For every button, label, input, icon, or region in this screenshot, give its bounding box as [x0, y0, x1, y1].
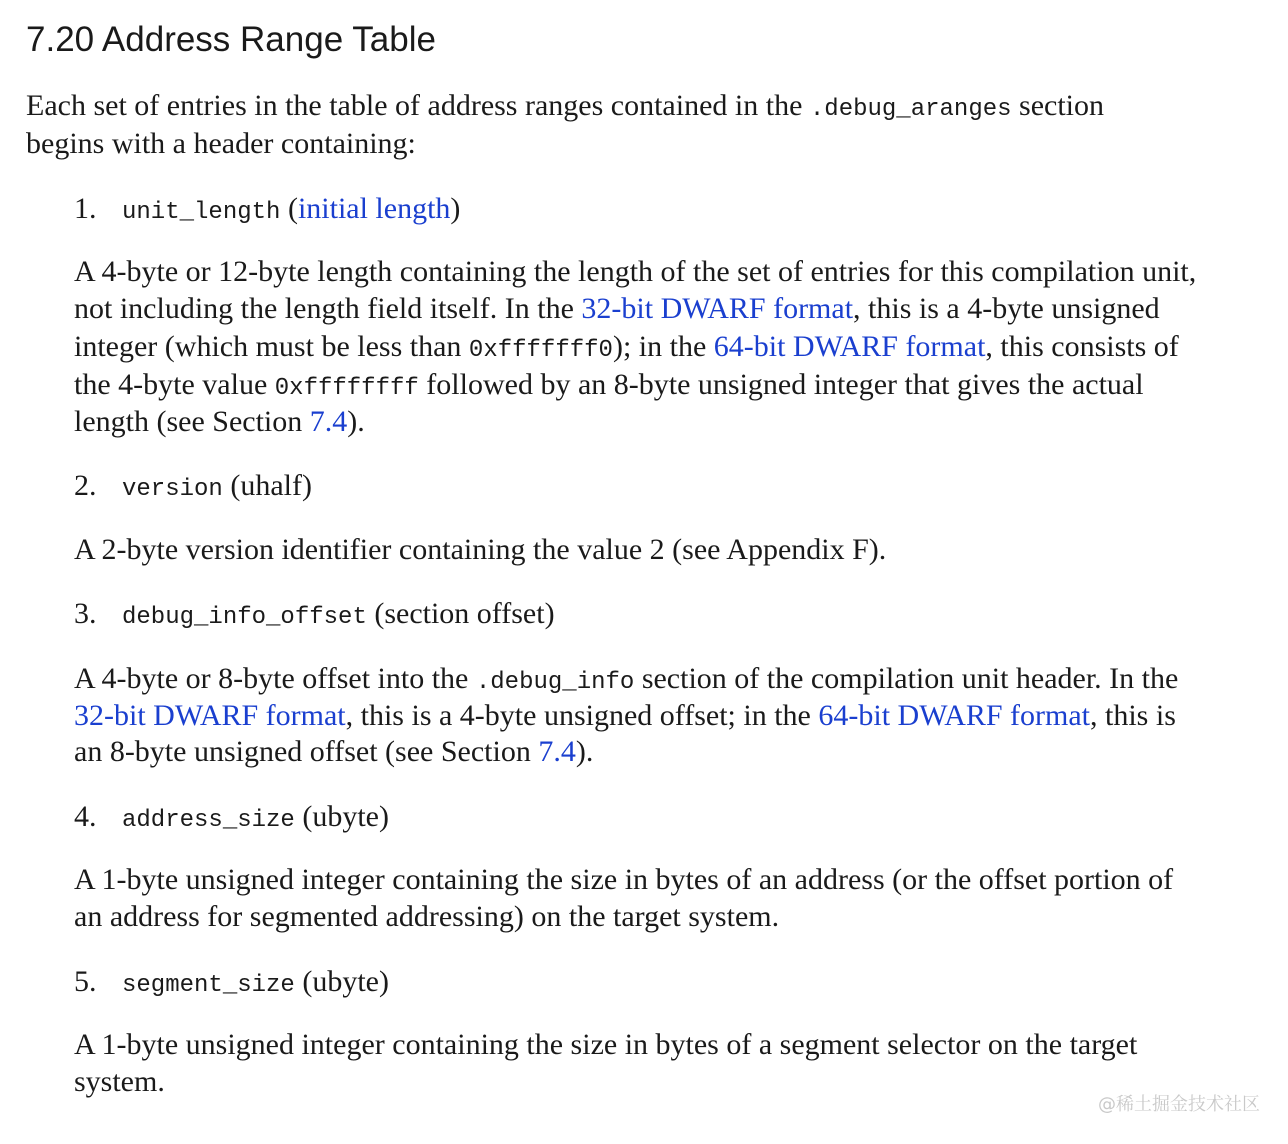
- link-section-7-4[interactable]: 7.4: [538, 735, 576, 768]
- item-1-desc-line-2: not including the length field itself. In the 32-bit DWARF format, this is a 4-byte unsigned: [74, 292, 1160, 325]
- intro-line-2: begins with a header containing:: [26, 127, 416, 160]
- item-5-desc-line-2: system.: [74, 1065, 165, 1098]
- item-3-desc-line-2: 32-bit DWARF format, this is a 4-byte unsigned offset; in the 64-bit DWARF format, this is: [74, 699, 1176, 732]
- item-4-desc-line-2: an address for segmented addressing) on the target system.: [74, 900, 780, 933]
- item-1-desc-line-1: A 4-byte or 12-byte length containing the length of the set of entries for this compilation unit,: [74, 255, 1197, 288]
- field-version: version: [122, 476, 223, 503]
- watermark: @稀土掘金技术社区: [1098, 1094, 1260, 1115]
- link-64-bit-dwarf-format[interactable]: 64-bit DWARF format: [713, 330, 986, 363]
- item-1-desc-line-3: integer (which must be less than 0xfffffff0); in the 64-bit DWARF format, this consists of: [74, 330, 1179, 364]
- item-1-desc-line-4: the 4-byte value 0xffffffff followed by an 8-byte unsigned integer that gives the actual: [74, 368, 1144, 402]
- link-32-bit-dwarf-format[interactable]: 32-bit DWARF format: [74, 699, 346, 732]
- item-5-desc-line-1: A 1-byte unsigned integer containing the size in bytes of a segment selector on the target: [74, 1028, 1138, 1061]
- list-number: 2.: [74, 469, 97, 502]
- list-item-5-header: 5. segment_size (ubyte): [74, 965, 389, 999]
- field-unit-length: unit_length: [122, 199, 281, 226]
- field-debug-info-offset: debug_info_offset: [122, 604, 367, 631]
- code-debug-info: .debug_info: [475, 669, 635, 696]
- list-number: 4.: [74, 800, 97, 833]
- list-number: 5.: [74, 965, 97, 998]
- code-0xffffffff: 0xffffffff: [274, 375, 419, 402]
- code-0xfffffff0: 0xfffffff0: [468, 337, 613, 364]
- item-3-desc-line-1: A 4-byte or 8-byte offset into the .debug_info section of the compilation unit header. In the: [74, 662, 1179, 696]
- list-item-2-header: 2. version (uhalf): [74, 469, 312, 503]
- link-initial-length[interactable]: initial length: [297, 192, 451, 225]
- item-3-desc-line-3: an 8-byte unsigned offset (see Section 7.4).: [74, 735, 594, 768]
- list-item-4-header: 4. address_size (ubyte): [74, 800, 389, 834]
- field-address-size: address_size: [122, 807, 295, 834]
- section-heading: 7.20 Address Range Table: [26, 20, 436, 59]
- list-number: 1.: [74, 192, 97, 225]
- list-item-3-header: 3. debug_info_offset (section offset): [74, 597, 555, 631]
- field-segment-size: segment_size: [122, 972, 295, 999]
- item-4-desc-line-1: A 1-byte unsigned integer containing the size in bytes of an address (or the offset portion of: [74, 863, 1174, 896]
- item-1-desc-line-5: length (see Section 7.4).: [74, 405, 365, 438]
- list-number: 3.: [74, 597, 97, 630]
- link-32-bit-dwarf-format[interactable]: 32-bit DWARF format: [581, 292, 854, 325]
- item-2-desc: A 2-byte version identifier containing the value 2 (see Appendix F).: [74, 533, 887, 566]
- link-section-7-4[interactable]: 7.4: [309, 405, 348, 438]
- code-debug-aranges: .debug_aranges: [809, 96, 1012, 123]
- list-item-1-header: 1. unit_length (initial length): [74, 192, 461, 226]
- intro-line-1: Each set of entries in the table of address ranges contained in the .debug_aranges section: [26, 89, 1105, 123]
- link-64-bit-dwarf-format[interactable]: 64-bit DWARF format: [818, 699, 1091, 732]
